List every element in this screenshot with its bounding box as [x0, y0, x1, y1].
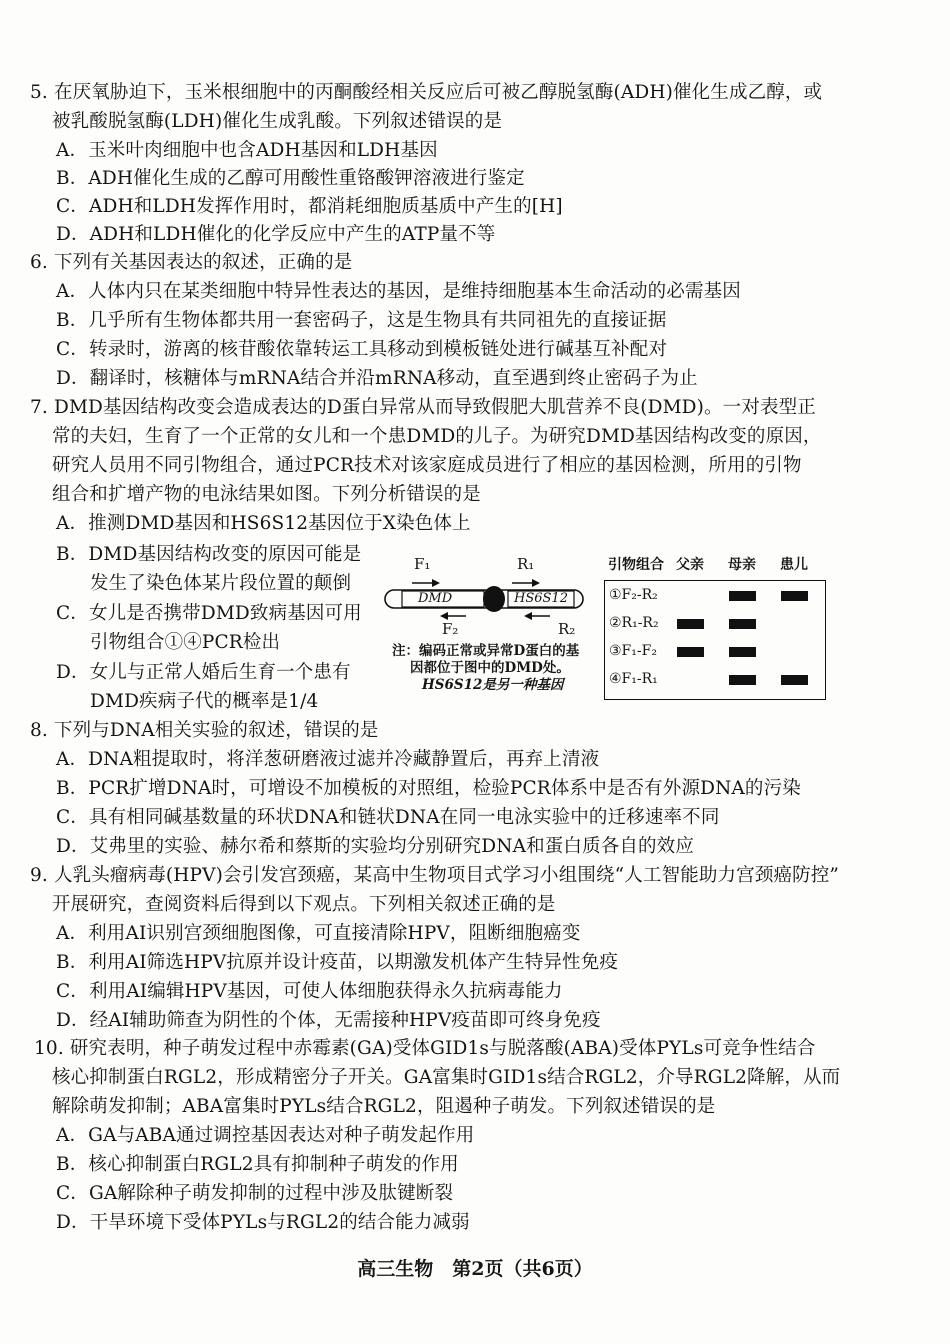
q7-option-b-line1: B．DMD基因结构改变的原因可能是	[56, 544, 362, 565]
centromere	[483, 586, 505, 612]
primer-f1-label: F₁	[414, 555, 431, 573]
q10-option-d: D．干旱环境下受体PYLs与RGL2的结合能力减弱	[56, 1212, 470, 1233]
gel-band	[781, 591, 808, 601]
q10-option-a: A．GA与ABA通过调控基因表达对种子萌发起作用	[56, 1125, 475, 1146]
q5-stem-line2: 被乳酸脱氢酶(LDH)催化生成乳酸。下列叙述错误的是	[52, 111, 503, 132]
q6-stem: 6. 下列有关基因表达的叙述，正确的是	[30, 252, 353, 273]
gel-row-3-label: ③F₁-F₂	[609, 643, 657, 659]
q9-option-d: D．经AI辅助筛查为阴性的个体，无需接种HPV疫苗即可终身免疫	[56, 1010, 601, 1031]
q5-stem-line1: 5. 在厌氧胁迫下，玉米根细胞中的丙酮酸经相关反应后可被乙醇脱氢酶(ADH)催化生成乙醇，或	[30, 82, 823, 103]
gel-header-patient: 患儿	[780, 557, 808, 573]
q9-option-c: C．利用AI编辑HPV基因，可使人体细胞获得永久抗病毒能力	[56, 981, 563, 1002]
q8-option-d: D．艾弗里的实验、赫尔希和蔡斯的实验均分别研究DNA和蛋白质各自的效应	[56, 836, 694, 857]
dmd-gene-label: DMD	[418, 591, 453, 606]
q7-stem-line3: 研究人员用不同引物组合，通过PCR技术对该家庭成员进行了相应的基因检测，所用的引物	[52, 455, 802, 476]
gel-band	[729, 647, 756, 657]
q9-option-b: B．利用AI筛选HPV抗原并设计疫苗，以期激发机体产生特异性免疫	[56, 952, 619, 973]
q7-option-a: A．推测DMD基因和HS6S12基因位于X染色体上	[56, 513, 471, 534]
figure-note-line3: HS6S12是另一种基因	[422, 677, 564, 693]
q5-option-a: A．玉米叶肉细胞中也含ADH基因和LDH基因	[56, 140, 438, 161]
gel-band	[677, 619, 704, 629]
gel-row-1-label: ①F₂-R₂	[609, 587, 658, 603]
gel-row-4-label: ④F₁-R₁	[609, 671, 658, 687]
q9-stem-line2: 开展研究，查阅资料后得到以下观点。下列相关叙述正确的是	[52, 894, 556, 915]
hs6s12-gene-label: HS6S12	[514, 591, 568, 606]
gel-row-2-label: ②R₁-R₂	[609, 615, 659, 631]
q7-option-d-line1: D．女儿与正常人婚后生育一个患有	[56, 662, 351, 683]
gel-box	[604, 580, 826, 700]
q10-stem-line2: 核心抑制蛋白RGL2，形成精密分子开关。GA富集时GID1s结合RGL2，介导RGL2降解，从而	[52, 1067, 841, 1088]
chromosome-diagram	[380, 552, 595, 702]
q9-option-a: A．利用AI识别宫颈细胞图像，可直接清除HPV，阻断细胞癌变	[56, 923, 581, 944]
gel-header-mother: 母亲	[728, 557, 756, 573]
primer-f2-label: F₂	[442, 620, 459, 638]
q6-option-c: C．转录时，游离的核苷酸依靠转运工具移动到模板链处进行碱基互补配对	[56, 339, 668, 360]
q10-option-c: C．GA解除种子萌发抑制的过程中涉及肽键断裂	[56, 1183, 454, 1204]
figure-note-line1: 注：编码正常或异常D蛋白的基	[392, 643, 580, 659]
r2-arrow	[524, 612, 532, 620]
q9-stem-line1: 9. 人乳头瘤病毒(HPV)会引发宫颈癌，某高中生物项目式学习小组围绕“人工智能助力宫颈癌防控”	[30, 865, 840, 886]
q5-option-c: C．ADH和LDH发挥作用时，都消耗细胞质基质中产生的[H]	[56, 196, 563, 217]
gel-band	[729, 675, 756, 685]
figure-note-line2: 因都位于图中的DMD处。	[410, 660, 570, 676]
q8-option-c: C．具有相同碱基数量的环状DNA和链状DNA在同一电泳实验中的迁移速率不同	[56, 807, 720, 828]
q7-option-c-line2: 引物组合①④PCR检出	[90, 632, 281, 653]
gel-band	[729, 619, 756, 629]
q7-option-d-line2: DMD疾病子代的概率是1/4	[90, 691, 319, 712]
page-footer: 高三生物 第2页（共6页）	[357, 1258, 593, 1280]
gel-header-primer: 引物组合	[608, 557, 664, 573]
q5-option-b: B．ADH催化生成的乙醇可用酸性重铬酸钾溶液进行鉴定	[56, 168, 525, 189]
primer-r1-label: R₁	[517, 555, 535, 573]
q6-option-d: D．翻译时，核糖体与mRNA结合并沿mRNA移动，直至遇到终止密码子为止	[56, 368, 698, 389]
q7-stem-line1: 7. DMD基因结构改变会造成表达的D蛋白异常从而导致假肥大肌营养不良(DMD)。一对表型正	[30, 397, 816, 418]
r1-arrow	[532, 579, 540, 587]
q6-option-b: B．几乎所有生物体都共用一套密码子，这是生物具有共同祖先的直接证据	[56, 310, 667, 331]
q8-option-a: A．DNA粗提取时，将洋葱研磨液过滤并冷藏静置后，再弃上清液	[56, 749, 600, 770]
f1-arrow	[432, 579, 440, 587]
gel-band	[781, 675, 808, 685]
q7-option-c-line1: C．女儿是否携带DMD致病基因可用	[56, 603, 362, 624]
q10-stem-line1: 10. 研究表明，种子萌发过程中赤霉素(GA)受体GID1s与脱落酸(ABA)受体PYLs可竞争性结合	[34, 1038, 816, 1059]
q5-option-d: D．ADH和LDH催化的化学反应中产生的ATP量不等	[56, 224, 496, 245]
primer-r2-label: R₂	[558, 620, 576, 638]
gel-figure	[604, 550, 830, 702]
gel-band	[677, 647, 704, 657]
q10-stem-line3: 解除萌发抑制；ABA富集时PYLs结合RGL2，阻遏种子萌发。下列叙述错误的是	[52, 1096, 716, 1117]
q8-stem: 8. 下列与DNA相关实验的叙述，错误的是	[30, 720, 379, 741]
gel-band	[729, 591, 756, 601]
q6-option-a: A．人体内只在某类细胞中特异性表达的基因，是维持细胞基本生命活动的必需基因	[56, 281, 741, 302]
gel-header-father: 父亲	[676, 557, 704, 573]
q7-stem-line4: 组合和扩增产物的电泳结果如图。下列分析错误的是	[52, 484, 481, 505]
q8-option-b: B．PCR扩增DNA时，可增设不加模板的对照组，检验PCR体系中是否有外源DNA的污染	[56, 778, 801, 799]
q7-stem-line2: 常的夫妇，生育了一个正常的女儿和一个患DMD的儿子。为研究DMD基因结构改变的原因，	[52, 426, 822, 447]
q10-option-b: B．核心抑制蛋白RGL2具有抑制种子萌发的作用	[56, 1154, 459, 1175]
q7-option-b-line2: 发生了染色体某片段位置的颠倒	[90, 573, 352, 594]
f2-arrow	[440, 612, 448, 620]
